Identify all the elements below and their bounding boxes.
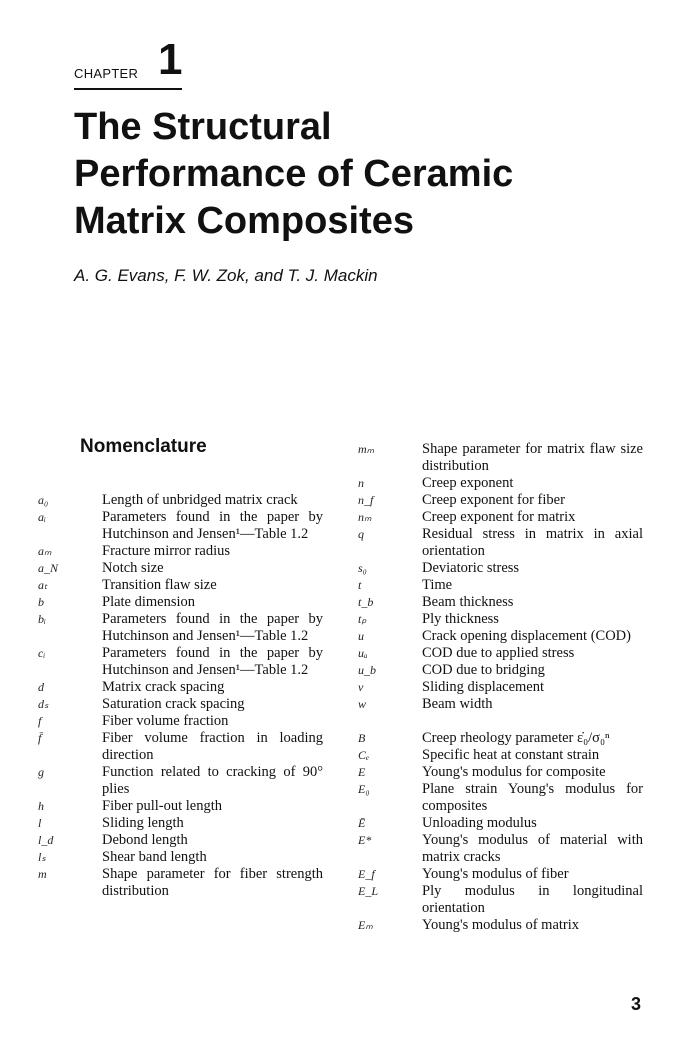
nomenclature-definition: Parameters found in the paper by Hutchinson and Jensen¹—Table 1.2: [102, 611, 323, 644]
nomenclature-symbol: b: [38, 595, 44, 609]
nomenclature-entry: [358, 509, 643, 526]
nomenclature-entry: [38, 832, 323, 849]
nomenclature-entry: [38, 577, 323, 594]
nomenclature-symbol: Eₘ: [358, 918, 373, 932]
nomenclature-entry: [358, 560, 643, 577]
nomenclature-definition: Deviatoric stress: [422, 560, 520, 576]
nomenclature-entry: [38, 713, 323, 730]
nomenclature-entry: [38, 560, 323, 577]
nomenclature-definition: Fiber volume fraction in loading direction: [102, 730, 323, 763]
nomenclature-symbol: nₘ: [358, 510, 372, 524]
nomenclature-definition: Parameters found in the paper by Hutchinson and Jensen¹—Table 1.2: [102, 509, 323, 542]
nomenclature-definition: Creep exponent: [422, 475, 514, 491]
nomenclature-definition: Young's modulus of material with matrix cracks: [422, 832, 643, 865]
nomenclature-symbol: u: [358, 629, 364, 643]
nomenclature-definition: Creep exponent for matrix: [422, 509, 576, 525]
title-line: Matrix Composites: [74, 200, 414, 242]
nomenclature-symbol: n: [358, 476, 364, 490]
nomenclature-definition: Plate dimension: [102, 594, 196, 610]
nomenclature-definition: Notch size: [102, 560, 164, 576]
nomenclature-definition: Young's modulus for composite: [422, 764, 606, 780]
nomenclature-entry: [38, 730, 323, 764]
nomenclature-entry: [358, 747, 643, 764]
nomenclature-symbol: d: [38, 680, 44, 694]
nomenclature-heading: Nomenclature: [80, 436, 207, 457]
nomenclature-symbol: E₀: [358, 782, 370, 796]
chapter-rule: [74, 88, 182, 90]
nomenclature-entry: [38, 543, 323, 560]
nomenclature-entry: [38, 815, 323, 832]
chapter-title: [74, 104, 674, 245]
nomenclature-definition: Specific heat at constant strain: [422, 747, 600, 763]
nomenclature-symbol: a_N: [38, 561, 59, 575]
nomenclature-symbol: tₚ: [358, 612, 367, 626]
nomenclature-entry: [358, 611, 643, 628]
nomenclature-definition: Creep rheology parameter ε̇₀/σ₀ⁿ: [422, 730, 610, 746]
nomenclature-definition: Fracture mirror radius: [102, 543, 231, 559]
nomenclature-symbol: aᵢ: [38, 510, 46, 524]
nomenclature-definition: Transition flaw size: [102, 577, 217, 593]
nomenclature-entry: [358, 679, 643, 696]
nomenclature-definition: Time: [422, 577, 453, 593]
nomenclature-symbol: l: [38, 816, 42, 830]
nomenclature-symbol: Ē: [358, 816, 366, 830]
nomenclature-definition: Beam width: [422, 696, 493, 712]
nomenclature-definition: Parameters found in the paper by Hutchinson and Jensen¹—Table 1.2: [102, 645, 323, 678]
nomenclature-symbol: g: [38, 765, 44, 779]
nomenclature-entry: [38, 696, 323, 713]
nomenclature-entry: [358, 628, 643, 645]
nomenclature-definition: Fiber pull-out length: [102, 798, 223, 814]
nomenclature-symbol: mₘ: [358, 442, 375, 456]
nomenclature-definition: Unloading modulus: [422, 815, 537, 831]
nomenclature-symbol: E_f: [358, 867, 375, 881]
nomenclature-symbol: f̄: [38, 731, 42, 745]
nomenclature-definition: Fiber volume fraction: [102, 713, 229, 729]
nomenclature-definition: Sliding length: [102, 815, 184, 831]
nomenclature-entry: [38, 849, 323, 866]
nomenclature-definition: Young's modulus of fiber: [422, 866, 569, 882]
nomenclature-entry: [38, 679, 323, 696]
nomenclature-entry: [38, 594, 323, 611]
chapter-label: CHAPTER: [74, 66, 139, 81]
nomenclature-symbol: u_b: [358, 663, 376, 677]
page-number: 3: [631, 994, 642, 1014]
nomenclature-symbol: m: [38, 867, 47, 881]
nomenclature-symbol: v: [358, 680, 364, 694]
title-line: Performance of Ceramic: [74, 153, 514, 195]
nomenclature-symbol: E: [358, 765, 366, 779]
nomenclature-symbol: aₘ: [38, 544, 52, 558]
nomenclature-entry: [358, 815, 643, 832]
nomenclature-definition: COD due to applied stress: [422, 645, 575, 661]
nomenclature-entry: [38, 798, 323, 815]
nomenclature-entry: [358, 883, 643, 917]
nomenclature-entry: [358, 866, 643, 883]
nomenclature-symbol: a₀: [38, 493, 49, 507]
nomenclature-entry: [358, 526, 643, 560]
nomenclature-definition: Length of unbridged matrix crack: [102, 492, 298, 508]
nomenclature-entry: [358, 917, 643, 934]
nomenclature-entry: [38, 645, 323, 679]
nomenclature-symbol: l_d: [38, 833, 54, 847]
nomenclature-definition: Shape parameter for fiber strength distribution: [102, 866, 323, 899]
nomenclature-symbol: s₀: [358, 561, 367, 575]
nomenclature-symbol: n_f: [358, 493, 374, 507]
nomenclature-entry: [358, 781, 643, 815]
nomenclature-entry: [358, 696, 643, 713]
nomenclature-definition: Saturation crack spacing: [102, 696, 245, 712]
nomenclature-symbol: h: [38, 799, 44, 813]
nomenclature-definition: Matrix crack spacing: [102, 679, 225, 695]
nomenclature-symbol: q: [358, 527, 364, 541]
nomenclature-definition: Ply thickness: [422, 611, 499, 627]
nomenclature-entry: [358, 492, 643, 509]
nomenclature-symbol: B: [358, 731, 366, 745]
nomenclature-definition: Residual stress in matrix in axial orientation: [422, 526, 643, 559]
nomenclature-right-column: [358, 441, 643, 934]
nomenclature-definition: Young's modulus of matrix: [422, 917, 580, 933]
nomenclature-symbol: lₛ: [38, 850, 46, 864]
nomenclature-symbol: uₐ: [358, 646, 368, 660]
nomenclature-symbol: t: [358, 578, 362, 592]
nomenclature-entry: [358, 577, 643, 594]
nomenclature-definition: Function related to cracking of 90° plies: [102, 764, 323, 797]
authors: A. G. Evans, F. W. Zok, and T. J. Mackin: [74, 266, 378, 285]
nomenclature-definition: Shear band length: [102, 849, 207, 865]
chapter-number: 1: [158, 35, 183, 84]
nomenclature-definition: Shape parameter for matrix flaw size distribution: [422, 441, 643, 474]
nomenclature-entry: [38, 764, 323, 798]
nomenclature-definition: Sliding displacement: [422, 679, 545, 695]
nomenclature-symbol: E*: [358, 833, 372, 847]
nomenclature-definition: Creep exponent for fiber: [422, 492, 565, 508]
nomenclature-definition: Ply modulus in longitudinal orientation: [422, 883, 643, 916]
nomenclature-symbol: f: [38, 714, 42, 728]
nomenclature-definition: Beam thickness: [422, 594, 514, 610]
nomenclature-definition: COD due to bridging: [422, 662, 545, 678]
nomenclature-entry: [358, 441, 643, 475]
nomenclature-left-column: [38, 492, 323, 900]
nomenclature-entry: [358, 662, 643, 679]
nomenclature-definition: Debond length: [102, 832, 188, 848]
nomenclature-entry: [38, 866, 323, 900]
nomenclature-symbol: aₜ: [38, 578, 48, 592]
nomenclature-symbol: E_L: [358, 884, 379, 898]
nomenclature-entry: [358, 594, 643, 611]
nomenclature-entry: [358, 730, 643, 747]
nomenclature-symbol: w: [358, 697, 367, 711]
nomenclature-symbol: bᵢ: [38, 612, 46, 626]
nomenclature-symbol: Cₑ: [358, 748, 370, 762]
nomenclature-entry: [38, 611, 323, 645]
nomenclature-entry: [38, 509, 323, 543]
title-line: The Structural: [74, 106, 332, 148]
nomenclature-symbol: t_b: [358, 595, 374, 609]
nomenclature-symbol: cᵢ: [38, 646, 46, 660]
nomenclature-entry: [38, 492, 323, 509]
nomenclature-entry: [358, 832, 643, 866]
nomenclature-definition: Plane strain Young's modulus for composites: [422, 781, 643, 814]
chapter-header: [74, 35, 183, 90]
nomenclature-symbol: dₛ: [38, 697, 49, 711]
nomenclature-entry: [358, 475, 643, 492]
nomenclature-entry: [358, 764, 643, 781]
nomenclature-definition: Crack opening displacement (COD): [422, 628, 631, 644]
nomenclature-entry: [358, 645, 643, 662]
